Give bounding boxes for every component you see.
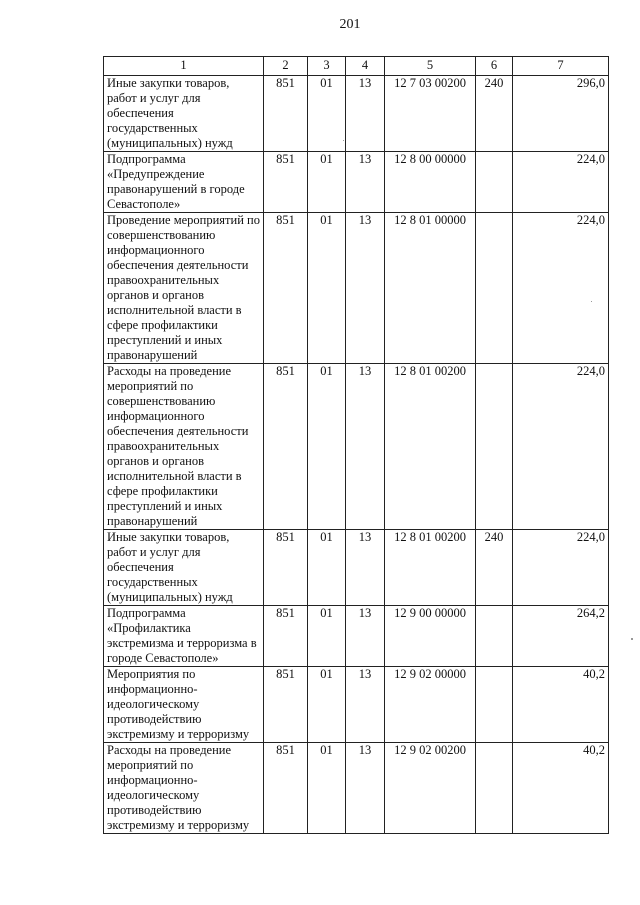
section-code: 01 [308, 76, 346, 152]
expense-type-code [476, 743, 513, 834]
expense-type-code [476, 667, 513, 743]
expense-type-code [476, 213, 513, 364]
subsection-code: 13 [346, 213, 385, 364]
table-row [104, 364, 609, 530]
expense-type-code: 240 [476, 76, 513, 152]
item-name: Проведение мероприятий по совершенствованию информационного обеспечения деятельности правоохранительных органов и органов исполнительной власти в сфере профилактики преступлений и иных правонарушений [104, 213, 264, 364]
ministry-code: 851 [264, 76, 308, 152]
column-header: 3 [308, 57, 346, 76]
amount: 264,2 [513, 606, 609, 667]
subsection-code: 13 [346, 530, 385, 606]
subsection-code: 13 [346, 364, 385, 530]
subsection-code: 13 [346, 667, 385, 743]
section-code: 01 [308, 364, 346, 530]
table-row [104, 76, 609, 152]
section-code: 01 [308, 530, 346, 606]
expense-type-code [476, 152, 513, 213]
column-header: 2 [264, 57, 308, 76]
section-code: 01 [308, 213, 346, 364]
expense-type-code [476, 606, 513, 667]
item-name: Мероприятия по информационно-идеологическому противодействию экстремизму и терроризму [104, 667, 264, 743]
item-name: Расходы на проведение мероприятий по информационно-идеологическому противодействию экстремизму и терроризму [104, 743, 264, 834]
ministry-code: 851 [264, 152, 308, 213]
budget-table [103, 56, 609, 834]
item-name: Иные закупки товаров, работ и услуг для обеспечения государственных (муниципальных) нужд [104, 530, 264, 606]
ministry-code: 851 [264, 743, 308, 834]
amount: 224,0 [513, 152, 609, 213]
amount: 224,0 [513, 213, 609, 364]
item-name: Иные закупки товаров, работ и услуг для обеспечения государственных (муниципальных) нужд [104, 76, 264, 152]
column-header: 5 [385, 57, 476, 76]
item-name: Подпрограмма «Предупреждение правонарушений в городе Севастополе» [104, 152, 264, 213]
item-name: Расходы на проведение мероприятий по совершенствованию информационного обеспечения деятельности правоохранительных органов и органов исполнительной власти в сфере профилактики преступлений и иных правонарушений [104, 364, 264, 530]
table-row [104, 743, 609, 834]
ministry-code: 851 [264, 667, 308, 743]
target-item-code: 12 8 01 00000 [385, 213, 476, 364]
section-code: 01 [308, 743, 346, 834]
section-code: 01 [308, 152, 346, 213]
subsection-code: 13 [346, 76, 385, 152]
ministry-code: 851 [264, 606, 308, 667]
target-item-code: 12 9 02 00000 [385, 667, 476, 743]
target-item-code: 12 9 02 00200 [385, 743, 476, 834]
subsection-code: 13 [346, 606, 385, 667]
column-header: 6 [476, 57, 513, 76]
ministry-code: 851 [264, 213, 308, 364]
subsection-code: 13 [346, 743, 385, 834]
subsection-code: 13 [346, 152, 385, 213]
item-name: Подпрограмма «Профилактика экстремизма и терроризма в городе Севастополе» [104, 606, 264, 667]
ministry-code: 851 [264, 364, 308, 530]
ministry-code: 851 [264, 530, 308, 606]
target-item-code: 12 8 01 00200 [385, 530, 476, 606]
table-row [104, 213, 609, 364]
section-code: 01 [308, 606, 346, 667]
scan-speck [631, 638, 633, 640]
table-header-row [104, 57, 609, 76]
column-header: 7 [513, 57, 609, 76]
amount: 224,0 [513, 530, 609, 606]
table-row [104, 530, 609, 606]
amount: 224,0 [513, 364, 609, 530]
section-code: 01 [308, 667, 346, 743]
column-header: 1 [104, 57, 264, 76]
target-item-code: 12 7 03 00200 [385, 76, 476, 152]
target-item-code: 12 8 00 00000 [385, 152, 476, 213]
column-header: 4 [346, 57, 385, 76]
amount: 40,2 [513, 743, 609, 834]
table-row [104, 152, 609, 213]
table-row [104, 606, 609, 667]
expense-type-code [476, 364, 513, 530]
table-row [104, 667, 609, 743]
expense-type-code: 240 [476, 530, 513, 606]
scan-speck [343, 140, 344, 141]
target-item-code: 12 9 00 00000 [385, 606, 476, 667]
amount: 296,0 [513, 76, 609, 152]
amount: 40,2 [513, 667, 609, 743]
target-item-code: 12 8 01 00200 [385, 364, 476, 530]
page-number: 201 [339, 17, 361, 32]
scan-speck [591, 301, 592, 302]
